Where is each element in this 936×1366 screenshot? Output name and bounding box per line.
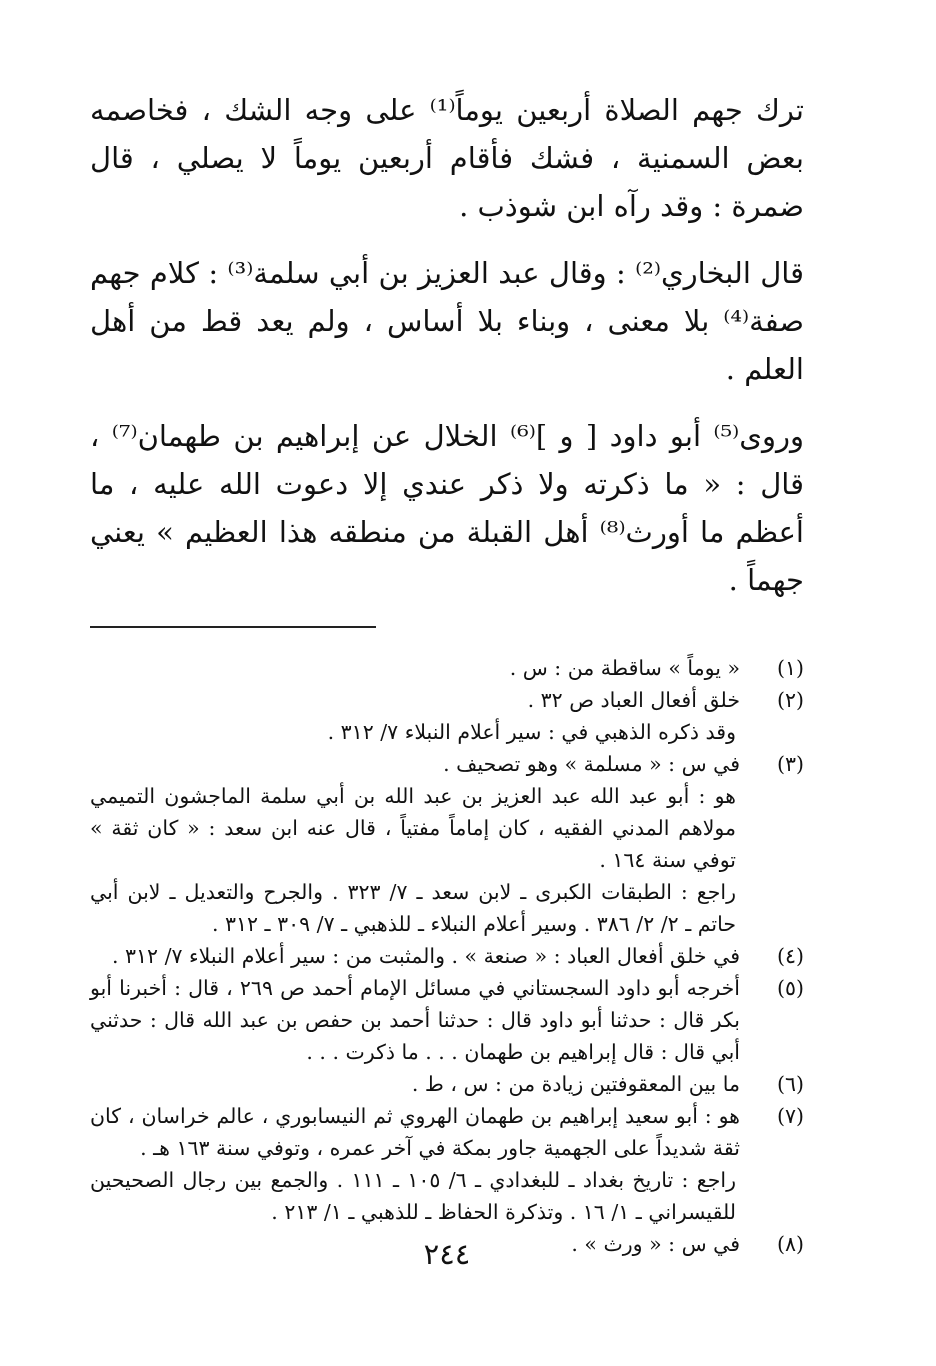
footnote-text: وقد ذكره الذهبي في : سير أعلام النبلاء ٧/ ٣١٢ . (327, 720, 736, 744)
body-paragraph-3: وروى⁽⁵⁾ أبو داود [ و ]⁽⁶⁾ الخلال عن إبراهيم بن طهمان⁽⁷⁾ ، قال : « ما ذكرته ولا ذكر عندي إلا دعوت الله عليه ، ما أعظم ما أورث⁽⁸⁾ أهل القبلة من منطقه هذا العظيم » يعني جهماً . (90, 419, 805, 597)
footnote-number: (٨) (776, 1232, 804, 1256)
footnote-number: (٤) (776, 944, 804, 968)
footnote-6 (90, 1068, 804, 1100)
footnote-text: هو : أبو سعيد إبراهيم بن طهمان الهروي ثم النيسابوري ، عالم خراسان ، كان ثقة شديداً على الجهمية جاور بمكة في آخر عمره ، وتوفي سنة ١٦٣ هـ . (90, 1104, 740, 1160)
footnote-number: (٣) (776, 752, 804, 776)
main-text (90, 86, 804, 604)
footnote-text: راجع : تاريخ بغداد ـ للبغدادي ـ ٦/ ١٠٥ ـ ١١١ . والجمع بين رجال الصحيحين للقيسراني ـ ١/ ١٦ . وتذكرة الحفاظ ـ للذهبي ـ ١/ ٢١٣ . (90, 1168, 736, 1224)
footnote-text: « يوماً » ساقطة من : س . (509, 656, 740, 680)
footnote-number: (٦) (776, 1072, 804, 1096)
footnote-text: في خلق أفعال العباد : « صنعة » . والمثبت من : سير أعلام النبلاء ٧/ ٣١٢ . (111, 944, 740, 968)
footnote-2 (90, 684, 804, 748)
footnote-text: في س : « مسلمة » وهو تصحيف . (443, 752, 740, 776)
footnote-text: راجع : الطبقات الكبرى ـ لابن سعد ـ ٧/ ٣٢٣ . والجرح والتعديل ـ لابن أبي حاتم ـ ٢/ ٢/ ٣٨٦ . وسير أعلام النبلاء ـ للذهبي ـ ٧/ ٣٠٩ ـ ٣١٢ . (90, 880, 736, 936)
footnote-number: (٧) (776, 1104, 804, 1128)
footnote-5 (90, 972, 804, 1068)
footnote-1 (90, 652, 804, 684)
footnote-text: في س : « ورث » . (571, 1232, 740, 1256)
footnote-number: (١) (776, 656, 804, 680)
body-paragraph-1: ترك جهم الصلاة أربعين يوماً⁽¹⁾ على وجه الشك ، فخاصمه بعض السمنية ، فشك فأقام أربعين يوماً لا يصلي ، قال ضمرة : وقد رآه ابن شوذب . (90, 93, 804, 223)
page-number: ٢٤٤ (423, 1237, 471, 1271)
footnote-text: هو : أبو عبد الله عبد العزيز بن عبد الله بن أبي سلمة الماجشون التميمي مولاهم المدني الفقيه ، كان إماماً مفتياً ، قال عنه ابن سعد : « كان ثقة » توفي سنة ١٦٤ . (90, 784, 736, 872)
footnote-7 (90, 1100, 804, 1228)
book-page (90, 86, 804, 1286)
footnote-text: ما بين المعقوفتين زيادة من : س ، ط . (411, 1072, 740, 1096)
body-paragraph-2: قال البخاري⁽²⁾ : وقال عبد العزيز بن أبي سلمة⁽³⁾ : كلام جهم صفة⁽⁴⁾ بلا معنى ، وبناء بلا أساس ، ولم يعد قط من أهل العلم . (90, 256, 804, 386)
footnote-number: (٢) (776, 688, 804, 712)
footnotes (90, 652, 804, 1260)
footnote-text: أخرجه أبو داود السجستاني في مسائل الإمام أحمد ص ٢٦٩ ، قال : أخبرنا أبو بكر قال : حدثنا أبو داود قال : حدثنا أحمد بن حفص بن عبد الله قال : حدثني أبي قال : قال إبراهيم بن طهمان . . . ما ذكرت . . . (90, 976, 740, 1064)
footnote-divider (90, 626, 376, 628)
footnote-4 (90, 940, 804, 972)
footnote-3 (90, 748, 804, 940)
footnote-text: خلق أفعال العباد ص ٣٢ . (527, 688, 740, 712)
footnote-number: (٥) (776, 976, 804, 1000)
